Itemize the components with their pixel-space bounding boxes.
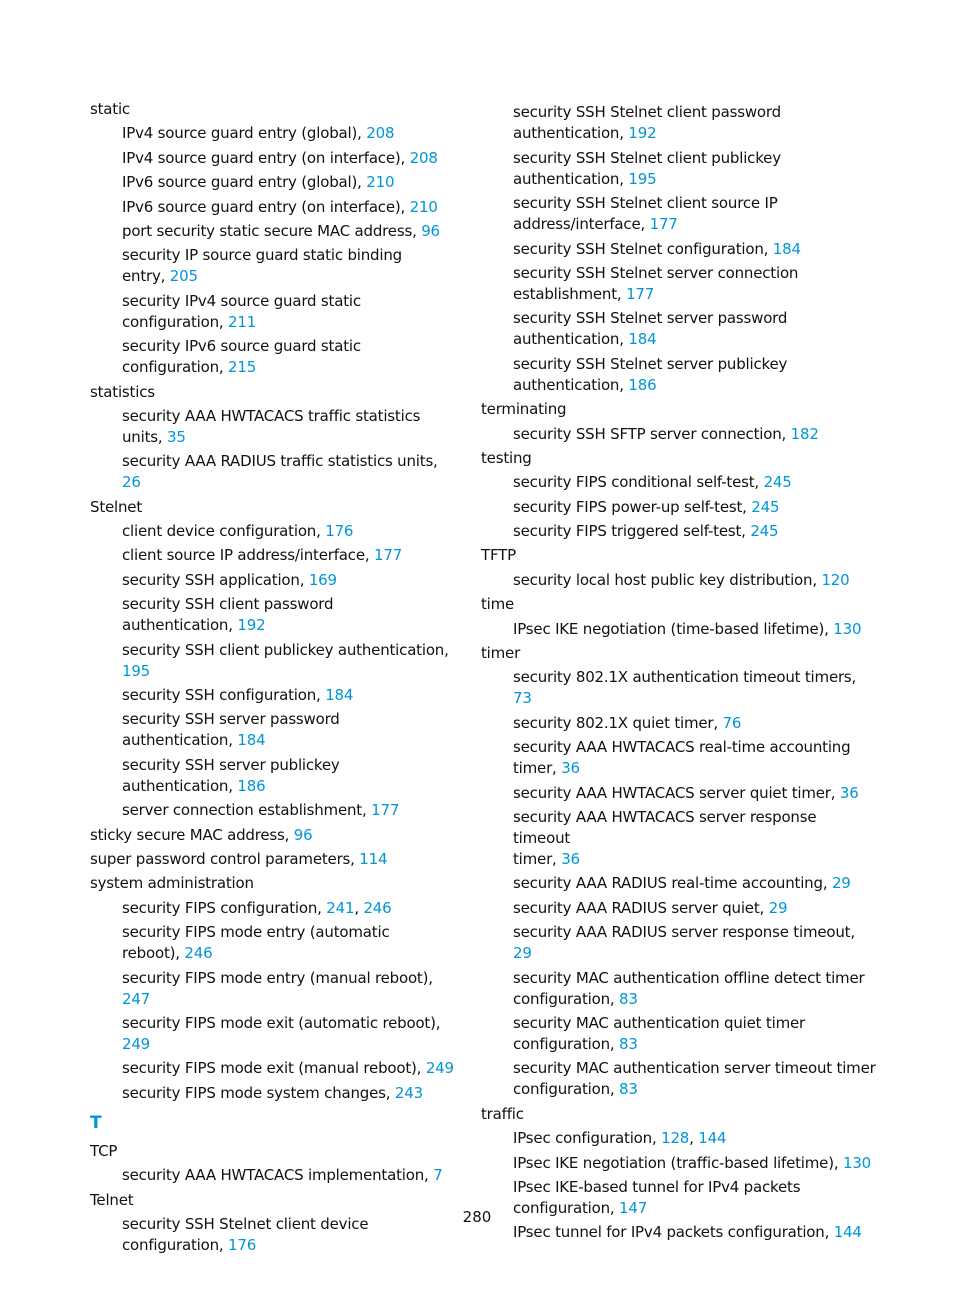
page-reference-link[interactable]: 245 (751, 497, 780, 516)
page-reference-link[interactable]: 195 (122, 661, 151, 680)
index-subentry: security AAA HWTACACS real-time accounting timer, 36 (513, 738, 851, 778)
index-term: TFTP (481, 546, 516, 565)
index-subentry: security IPv4 source guard static configuration, 211 (122, 291, 361, 331)
page-reference-link[interactable]: 147 (619, 1198, 648, 1217)
page-reference-link[interactable]: 177 (649, 215, 678, 234)
index-term: sticky secure MAC address, 96 (90, 825, 313, 844)
page-reference-link[interactable]: 73 (513, 689, 532, 708)
page-reference-link[interactable]: 246 (184, 944, 213, 963)
index-column-left (90, 99, 460, 1256)
index-term: time (481, 595, 515, 614)
index-section-letter: T (90, 1112, 102, 1133)
index-subentry: security SSH Stelnet server password authentication, 184 (513, 309, 788, 349)
index-subentry: security SSH server password authentication, 184 (122, 710, 340, 750)
page-reference-link[interactable]: 241 (326, 898, 355, 917)
index-subentry: security MAC authentication offline detect timer configuration, 83 (513, 968, 865, 1008)
index-subentry: security AAA HWTACACS server response timeout timer, 36 (513, 807, 817, 868)
page-reference-link[interactable]: 246 (363, 898, 392, 917)
index-subentry: security AAA RADIUS traffic statistics units, 26 (122, 452, 438, 492)
page-reference-link[interactable]: 177 (374, 546, 403, 565)
index-term: static (90, 100, 130, 118)
index-column-right (481, 99, 876, 1243)
index-subentry: IPv4 source guard entry (on interface), 208 (122, 148, 438, 167)
page-reference-link[interactable]: 192 (628, 124, 657, 143)
index-subentry: security SSH configuration, 184 (122, 686, 354, 705)
page-reference-link[interactable]: 184 (628, 330, 657, 349)
index-subentry: security SSH Stelnet client publickey authentication, 195 (513, 148, 781, 188)
page-reference-link[interactable]: 186 (237, 776, 266, 795)
page-reference-link[interactable]: 36 (561, 759, 580, 778)
index-subentry: IPv6 source guard entry (global), 210 (122, 173, 395, 192)
page-reference-link[interactable]: 29 (768, 898, 788, 917)
page-reference-link[interactable]: 245 (763, 473, 792, 492)
index-term: Telnet (90, 1190, 134, 1209)
index-subentry: security MAC authentication quiet timer configuration, 83 (513, 1013, 805, 1053)
page-reference-link[interactable]: 195 (628, 169, 657, 188)
page-reference-link[interactable]: 26 (122, 473, 141, 492)
index-subentry: security SSH Stelnet server connection establishment, 177 (513, 263, 799, 303)
index-subentry: port security static secure MAC address, 96 (122, 221, 440, 240)
index-subentry: security FIPS power-up self-test, 245 (513, 497, 780, 516)
page-reference-link[interactable]: 144 (698, 1129, 727, 1148)
page-reference-link[interactable]: 184 (237, 731, 266, 750)
index-subentry: IPv6 source guard entry (on interface), 210 (122, 197, 438, 216)
index-subentry: security FIPS triggered self-test, 245 (513, 522, 779, 541)
index-term: statistics (90, 382, 155, 401)
page-reference-link[interactable]: 177 (626, 284, 655, 303)
index-subentry: IPsec tunnel for IPv4 packets configuration, 144 (513, 1223, 862, 1242)
page-reference-link[interactable]: 243 (394, 1083, 423, 1102)
page-reference-link[interactable]: 205 (169, 267, 198, 286)
page-reference-link[interactable]: 210 (366, 173, 395, 192)
page-reference-link[interactable]: 176 (228, 1235, 257, 1254)
page-reference-link[interactable]: 184 (325, 686, 354, 705)
index-term: timer (481, 644, 521, 663)
page-reference-link[interactable]: 120 (821, 570, 850, 589)
page-reference-link[interactable]: 184 (772, 239, 801, 258)
page-reference-link[interactable]: 36 (561, 849, 580, 868)
page-reference-link[interactable]: 29 (831, 874, 851, 893)
index-term: Stelnet (90, 497, 143, 516)
index-subentry: IPsec IKE-based tunnel for IPv4 packets configuration, 147 (513, 1177, 801, 1217)
index-subentry: IPv4 source guard entry (global), 208 (122, 124, 395, 143)
index-subentry: security SSH client password authentication, 192 (122, 595, 334, 635)
page-reference-link[interactable]: 29 (513, 944, 532, 963)
index-subentry: security SSH Stelnet configuration, 184 (513, 239, 801, 258)
page-reference-link[interactable]: 114 (359, 849, 388, 868)
index-subentry: security MAC authentication server timeout timer configuration, 83 (513, 1059, 876, 1099)
page-reference-link[interactable]: 35 (167, 427, 186, 446)
page-reference-link[interactable]: 76 (722, 713, 742, 732)
index-subentry: server connection establishment, 177 (122, 801, 400, 820)
page-reference-link[interactable]: 7 (433, 1166, 443, 1185)
page-ref-separator: , (354, 898, 364, 917)
page-reference-link[interactable]: 96 (421, 221, 440, 240)
index-subentry: security SSH server publickey authentication, 186 (122, 755, 340, 795)
page-reference-link[interactable]: 83 (619, 989, 638, 1008)
index-subentry: client source IP address/interface, 177 (122, 546, 403, 565)
index-subentry: security FIPS mode exit (automatic reboot), 249 (122, 1013, 441, 1053)
index-subentry: security AAA HWTACACS traffic statistics units, 35 (122, 406, 421, 446)
index-subentry: client device configuration, 176 (122, 522, 354, 541)
page-reference-link[interactable]: 208 (409, 148, 438, 167)
index-subentry: security SSH Stelnet client source IP address/interface, 177 (513, 194, 778, 234)
index-subentry: security SSH Stelnet client password authentication, 192 (513, 103, 781, 143)
index-term: system administration (90, 874, 254, 893)
page-reference-link[interactable]: 169 (308, 570, 337, 589)
index-term: testing (481, 448, 532, 467)
page-reference-link[interactable]: 249 (122, 1034, 151, 1053)
index-subentry: IPsec configuration, 128, 144 (513, 1129, 727, 1148)
page-reference-link[interactable]: 128 (661, 1129, 690, 1148)
index-subentry: security FIPS conditional self-test, 245 (513, 473, 792, 492)
index-subentry: security SSH SFTP server connection, 182 (513, 424, 819, 443)
index-subentry: security FIPS configuration, 241, 246 (122, 898, 392, 917)
page-reference-link[interactable]: 130 (833, 619, 862, 638)
index-subentry: security SSH Stelnet client device configuration, 176 (122, 1214, 369, 1254)
page-reference-link[interactable]: 186 (628, 375, 657, 394)
page-reference-link[interactable]: 36 (839, 783, 859, 802)
page-reference-link[interactable]: 249 (425, 1059, 454, 1078)
page-reference-link[interactable]: 96 (293, 825, 313, 844)
page-reference-link[interactable]: 177 (371, 801, 400, 820)
index-subentry: security local host public key distribution, 120 (513, 570, 850, 589)
page-reference-link[interactable]: 144 (833, 1223, 862, 1242)
index-subentry: security IP source guard static binding entry, 205 (122, 246, 402, 286)
index-subentry: security FIPS mode exit (manual reboot), 249 (122, 1059, 454, 1078)
index-subentry: security FIPS mode entry (automatic reboot), 246 (122, 923, 390, 963)
index-subentry: security AAA RADIUS server response timeout, 29 (513, 923, 855, 963)
index-subentry: IPsec IKE negotiation (traffic-based lifetime), 130 (513, 1153, 872, 1172)
page-reference-link[interactable]: 208 (366, 124, 395, 143)
index-subentry: security AAA RADIUS real-time accounting, 29 (513, 874, 851, 893)
page-reference-link[interactable]: 130 (843, 1153, 872, 1172)
index-term: traffic (481, 1104, 524, 1123)
index-term: super password control parameters, 114 (90, 849, 388, 868)
index-subentry: security FIPS mode system changes, 243 (122, 1083, 423, 1102)
page-reference-link[interactable]: 215 (228, 358, 257, 377)
index-subentry: security AAA HWTACACS server quiet timer, 36 (513, 783, 859, 802)
page-reference-link[interactable]: 182 (790, 424, 819, 443)
page-reference-link[interactable]: 247 (122, 989, 151, 1008)
index-subentry: security SSH client publickey authentication, 195 (122, 640, 449, 680)
index-subentry: security 802.1X quiet timer, 76 (513, 713, 742, 732)
index-subentry: security IPv6 source guard static configuration, 215 (122, 337, 361, 377)
index-subentry: security SSH application, 169 (122, 570, 337, 589)
page-reference-link[interactable]: 210 (409, 197, 438, 216)
index-subentry: security SSH Stelnet server publickey authentication, 186 (513, 354, 788, 394)
index-term: TCP (90, 1141, 118, 1160)
page-number: 280 (462, 1208, 492, 1226)
page-ref-separator: , (689, 1129, 699, 1148)
page-reference-link[interactable]: 83 (619, 1080, 638, 1099)
page-reference-link[interactable]: 211 (228, 312, 257, 331)
index-subentry: security AAA HWTACACS implementation, 7 (122, 1166, 443, 1185)
page-reference-link[interactable]: 245 (750, 522, 779, 541)
index-subentry: IPsec IKE negotiation (time-based lifetime), 130 (513, 619, 862, 638)
page-reference-link[interactable]: 83 (619, 1034, 638, 1053)
index-subentry: security 802.1X authentication timeout timers, 73 (513, 668, 857, 708)
index-subentry: security FIPS mode entry (manual reboot), 247 (122, 968, 433, 1008)
page-reference-link[interactable]: 176 (325, 522, 354, 541)
index-subentry: security AAA RADIUS server quiet, 29 (513, 898, 788, 917)
index-term: terminating (481, 400, 567, 419)
page-reference-link[interactable]: 192 (237, 616, 266, 635)
